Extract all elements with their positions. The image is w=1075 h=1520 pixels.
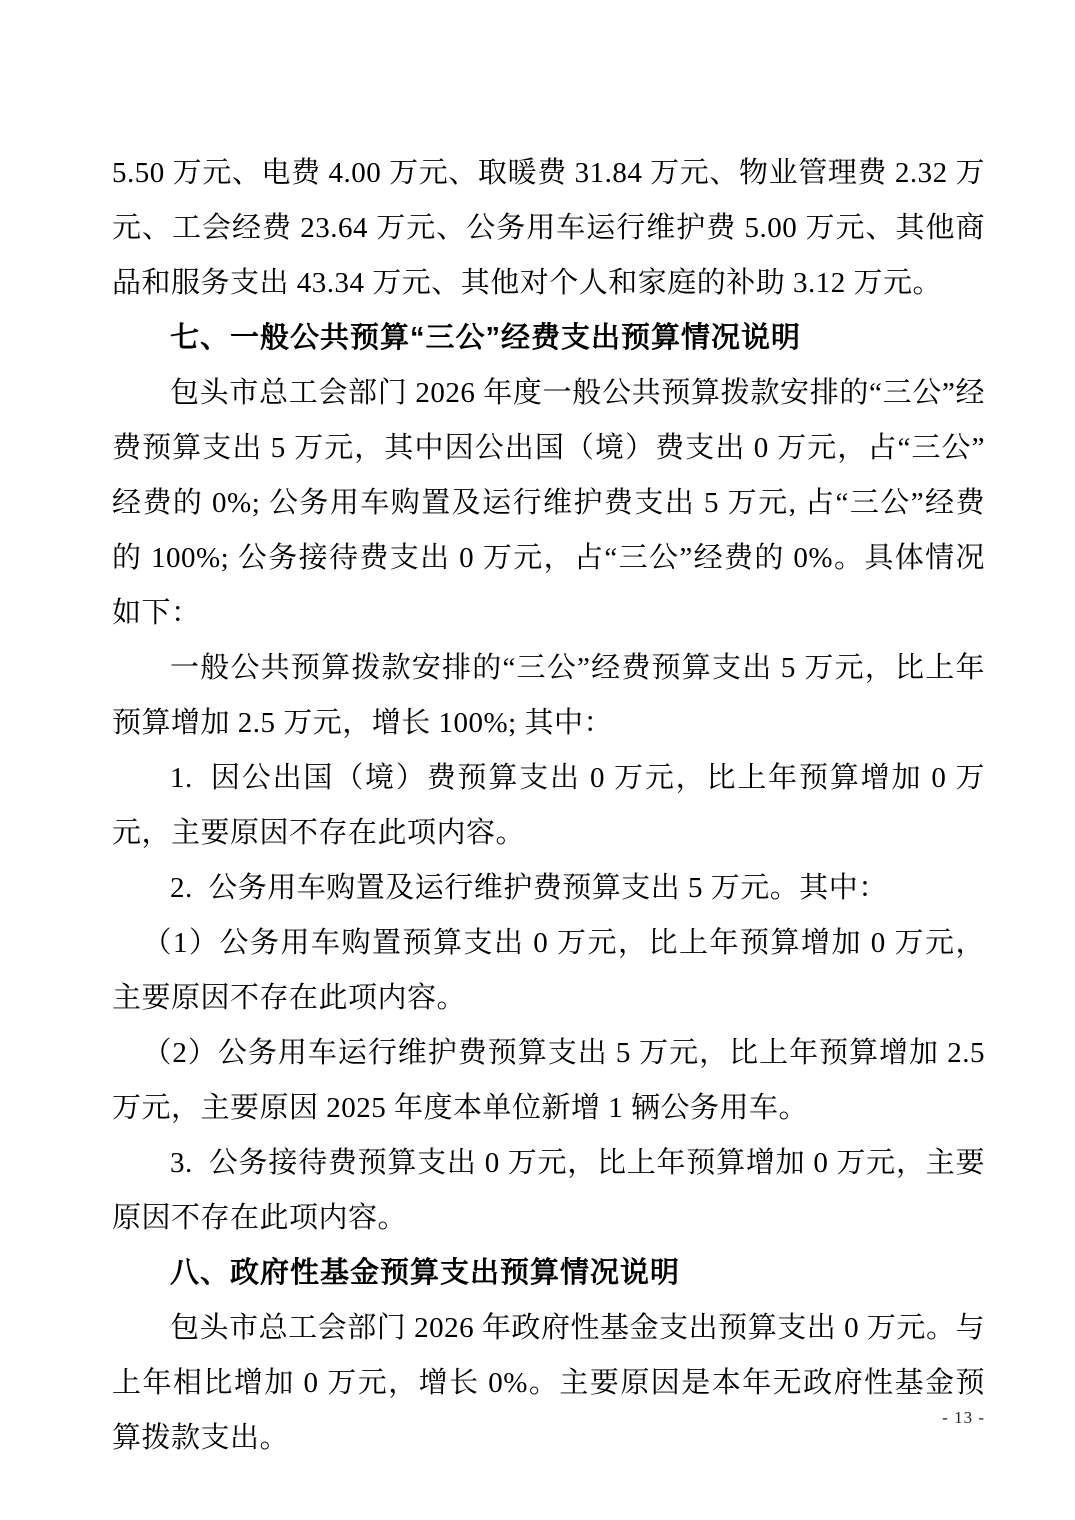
paragraph-item-2-1-vehicle-purchase: （1）公务用车购置预算支出 0 万元，比上年预算增加 0 万元，主要原因不存在此项内容。 [112, 927, 985, 1014]
document-body [112, 146, 993, 1466]
paragraph-item-1-abroad: 1. 因公出国（境）费预算支出 0 万元，比上年预算增加 0 万元，主要原因不存在此项内容。 [112, 762, 985, 849]
section-heading-seven: 七、一般公共预算“三公”经费支出预算情况说明 [170, 322, 802, 354]
paragraph-sangong-overview: 包头市总工会部门 2026 年度一般公共预算拨款安排的“三公”经费预算支出 5 万元，其中因公出国（境）费支出 0 万元，占“三公”经费的 0%; 公务用车购置及运行维护费支出 5 万元, 占“三公”经费的 100%; 公务接待费支出 0 万元，占“三公”经费的 0%。具体情况如下： [112, 377, 985, 629]
paragraph-expense-detail-continuation: 5.50 万元、电费 4.00 万元、取暖费 31.84 万元、物业管理费 2.32 万元、工会经费 23.64 万元、公务用车运行维护费 5.00 万元、其他商品和服务支出 43.34 万元、其他对个人和家庭的补助 3.12 万元。 [112, 157, 985, 299]
paragraph-item-2-2-vehicle-maintenance: （2）公务用车运行维护费预算支出 5 万元，比上年预算增加 2.5 万元，主要原因 2025 年度本单位新增 1 辆公务用车。 [112, 1037, 993, 1124]
paragraph-government-fund: 包头市总工会部门 2026 年政府性基金支出预算支出 0 万元。与上年相比增加 0 万元，增长 0%。主要原因是本年无政府性基金预算拨款支出。 [112, 1312, 985, 1454]
page-number: - 13 - [942, 1408, 985, 1427]
paragraph-item-3-reception: 3. 公务接待费预算支出 0 万元，比上年预算增加 0 万元，主要原因不存在此项内容。 [112, 1147, 985, 1234]
section-heading-eight: 八、政府性基金预算支出预算情况说明 [170, 1257, 681, 1289]
paragraph-sangong-total: 一般公共预算拨款安排的“三公”经费预算支出 5 万元，比上年预算增加 2.5 万元，增长 100%; 其中： [112, 652, 985, 739]
paragraph-item-2-vehicle: 2. 公务用车购置及运行维护费预算支出 5 万元。其中： [170, 872, 888, 904]
